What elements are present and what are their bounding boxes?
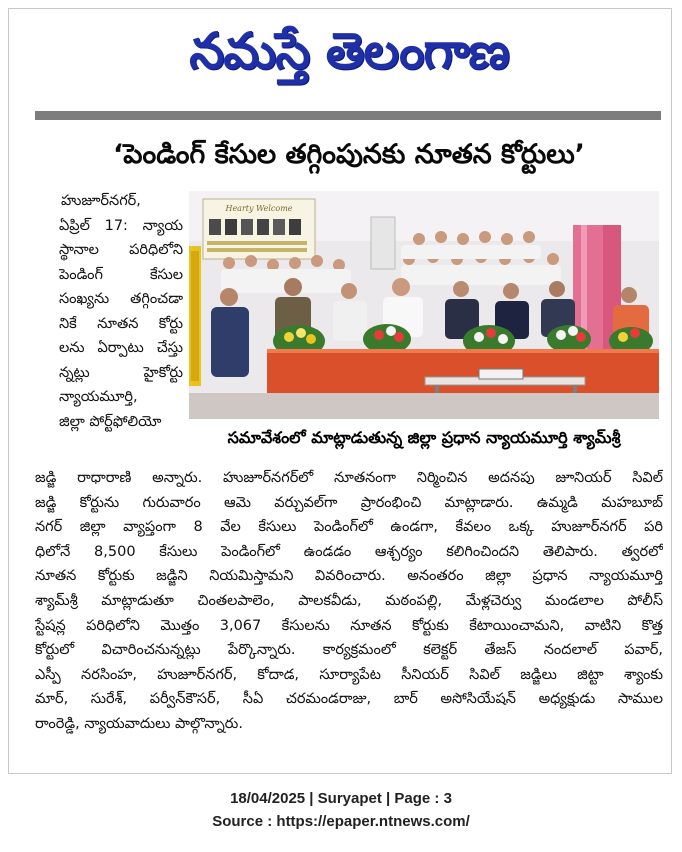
masthead-logo: నమస్తే తెలంగాణ bbox=[189, 22, 509, 80]
body-line: రాంరెడ్డి, న్యాయవాదులు పాల్గొన్నారు. bbox=[35, 715, 243, 732]
lead-line: పెండింగ్ కేసుల bbox=[59, 266, 183, 283]
lead-line: న్యాయమూర్తి, bbox=[59, 389, 138, 405]
body-line: జడ్జి కోర్టును గురువారం ఆమె వర్చువల్‌గా ప్రారంభించి మాట్లాడారు. ఉమ్మడి మహబూబ్ bbox=[35, 494, 663, 511]
lead-line: జిల్లా పోర్ట్‌ఫోలియో bbox=[59, 413, 162, 430]
lead-line: హుజూర్‌నగర్, bbox=[61, 193, 141, 209]
body-line: నూతన కోర్టుకు జడ్జిని నియమిస్తామని వివరించారు. అనంతరం జిల్లా ప్రధాన న్యాయమూర్తి bbox=[35, 568, 663, 585]
event-photo bbox=[189, 191, 659, 419]
body-line: శ్యామ్‌శ్రీ మాట్లాడుతూ చింతలపాలెం, పాలకవీడు, మఠంపల్లి, మేళ్లచెర్వు మండలాల పోలీస్ bbox=[35, 592, 663, 609]
body-line: జడ్జి రాధారాణి అన్నారు. హుజూర్‌నగర్‌లో నూతనంగా నిర్మించిన అదనపు జూనియర్ సివిల్ bbox=[35, 470, 663, 486]
body-line: నగర్ జిల్లా వ్యాప్తంగా 8 వేల కేసులు పెండింగ్‌లో ఉండగా, కేవలం ఒక్క హుజూర్‌నగర్ పరి bbox=[35, 519, 663, 536]
lead-line: లను ఏర్పాటు చేస్తు bbox=[59, 340, 183, 356]
article-body bbox=[35, 466, 663, 737]
article-headline: ‘పెండింగ్ కేసుల తగ్గింపునకు నూతన కోర్టులు’ bbox=[113, 139, 585, 170]
banner-text: Hearty Welcome bbox=[225, 204, 293, 213]
newspaper-clipping bbox=[8, 8, 672, 774]
lead-line: ఏప్రిల్ 17: న్యాయ bbox=[59, 217, 183, 234]
lead-column bbox=[59, 189, 183, 434]
lead-line: న్నట్లు హైకోర్టు bbox=[59, 364, 183, 381]
header-rule bbox=[35, 111, 661, 120]
body-line: స్టేషన్ల పరిధిలోని మొత్తం 3,067 కేసులను నూతన కోర్టుకు కేటాయించామని, వాటిని కొత్త bbox=[35, 617, 663, 634]
body-line: కోర్టులో విచారించనున్నట్లు పేర్కొన్నారు. కార్యక్రమంలో కలెక్టర్ తేజస్ నందలాల్ పవార్, bbox=[35, 642, 663, 659]
photo-caption: సమావేశంలో మాట్లాడుతున్న జిల్లా ప్రధాన న్యాయమూర్తి శ్యామ్‌శ్రీ bbox=[227, 428, 621, 447]
body-line: ఎస్పీ నరసింహ, హుజూర్‌నగర్, కోదాడ, సూర్యాపేట సీనియర్ సివిల్ జడ్జిలు జిట్టా శ్యాంకు bbox=[35, 666, 663, 683]
footer-source: Source : https://epaper.ntnews.com/ bbox=[212, 813, 470, 830]
lead-line: నికే నూతన కోర్టు bbox=[59, 315, 183, 332]
footer-meta: 18/04/2025 | Suryapet | Page : 3 bbox=[230, 790, 452, 807]
body-line: ధిలోనే 8,500 కేసులు పెండింగ్‌లో ఉండడం ఆశ్చర్యం కలిగించిందని తెలిపారు. త్వరలో bbox=[35, 543, 663, 560]
lead-line: స్థానాల పరిధిలోని bbox=[59, 242, 183, 258]
body-line: మార్, సురేశ్, పర్వీన్‌కౌసర్, సీఏ చరమండరాజు, బార్ అసోసియేషన్ అధ్యక్షుడు సాముల bbox=[35, 691, 663, 708]
lead-line: సంఖ్యను తగ్గించడా bbox=[59, 291, 183, 307]
photo-illustration bbox=[189, 191, 659, 419]
